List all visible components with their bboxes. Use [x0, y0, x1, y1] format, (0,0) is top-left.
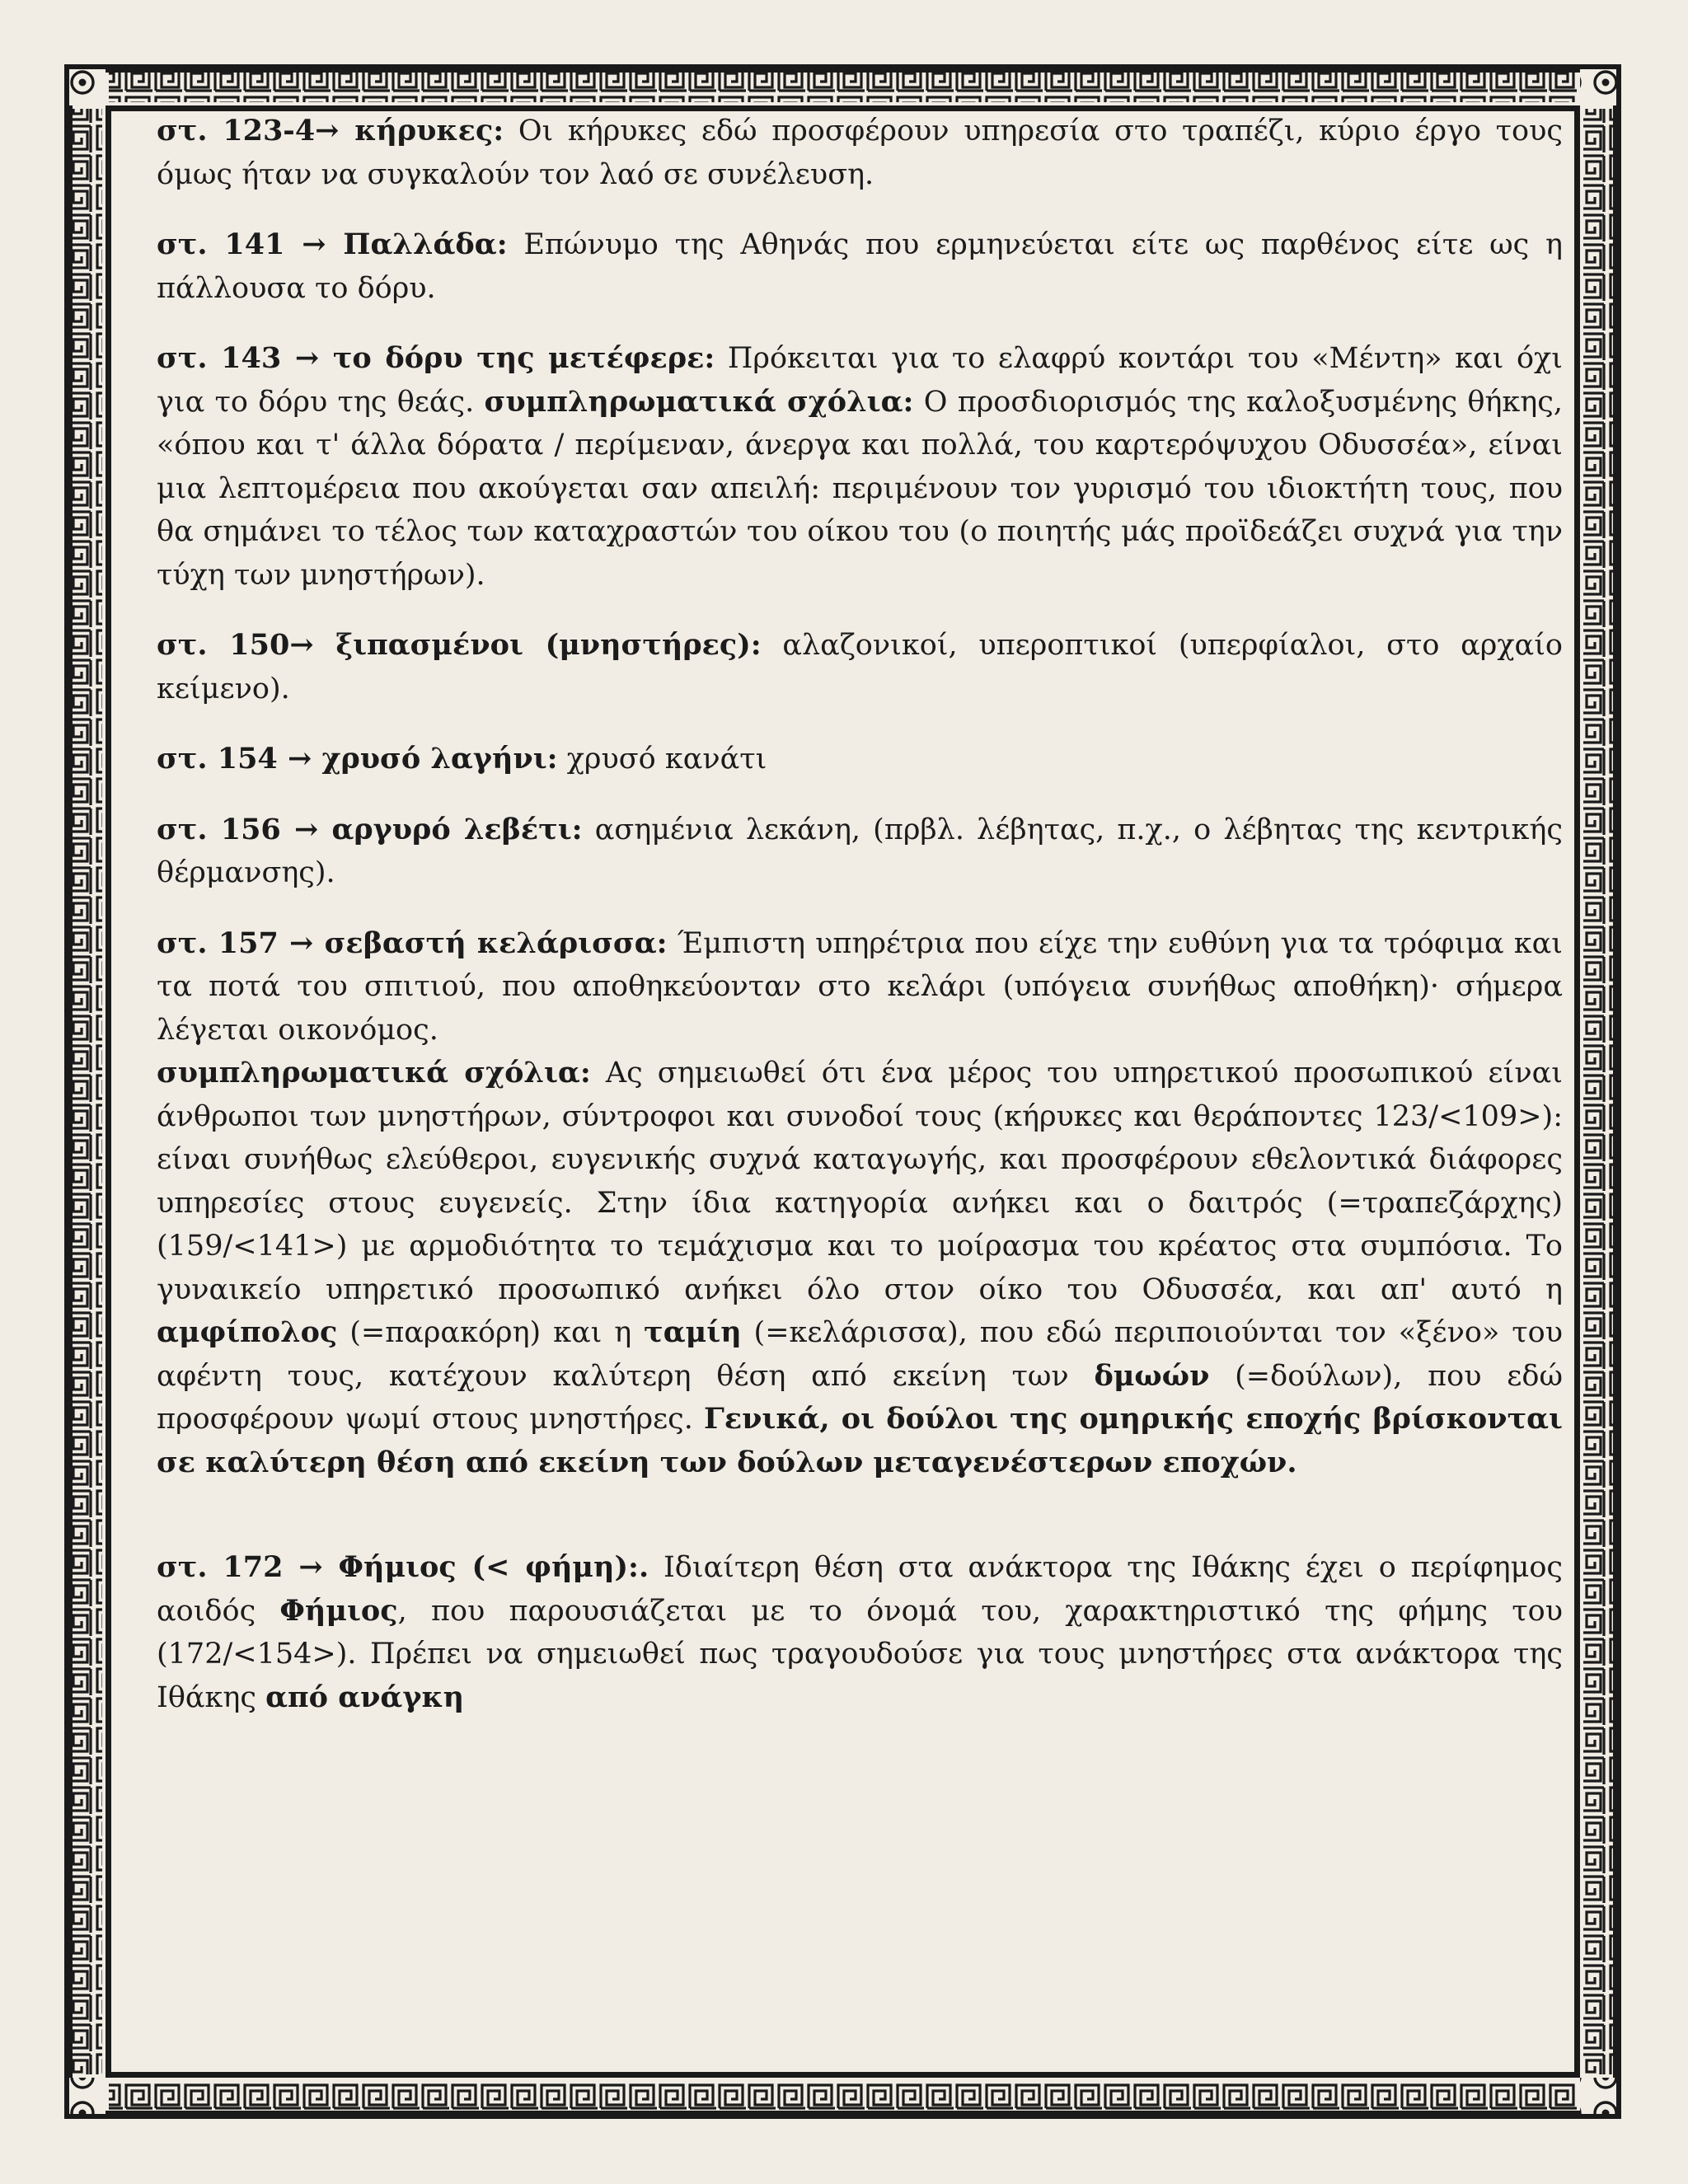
text: Έμπιστη υπηρέτρια που είχε την ευθύνη για τα τρόφιμα και τα ποτά του σπιτιού, που αποθηκεύονταν στο κελάρι (υπόγεια συνήθως αποθήκη)· σήμερα λέγεται οικονόμος. [157, 926, 1563, 1047]
text: Πρόκειται για το ελαφρύ κοντάρι του «Μέντη» και όχι για το δόρυ της θεάς. [157, 342, 1563, 419]
bold-text: αμφίπολος [157, 1315, 338, 1349]
note-paragraph [157, 337, 1563, 597]
text: (=κελάρισσα), που εδώ περιποιούνται τον «ξένο» του αφέντη τους, κατέχουν καλύτερη θέση από εκείνη των [157, 1316, 1563, 1393]
bold-text: στ. 156 → αργυρό λεβέτι: [157, 812, 583, 846]
text: (=δούλων), που εδώ προσφέρουν ψωμί στους μνηστήρες. [157, 1359, 1563, 1436]
text: Ο προσδιορισμός της καλοξυσμένης θήκης, «όπου και τ' άλλα δόρατα / περίμεναν, άνεργα και πολλά, του καρτερόψυχου Οδυσσέα», είναι μια λεπτομέρεια που ακούγεται σαν απειλή: περιμένουν τον γυρισμό του ιδιοκτήτη τους, που θα σημάνει το τέλος των καταχραστών του οίκου του (ο ποιητής μάς προϊδεάζει συχνά για την τύχη των μνηστήρων). [157, 385, 1563, 592]
bold-text: συμπληρωματικά σχόλια: [157, 1056, 591, 1090]
note-paragraph [157, 223, 1563, 310]
bold-text: ταμίη [644, 1315, 742, 1349]
bold-text: στ. 141 → Παλλάδα: [157, 227, 508, 261]
text: ασημένια λεκάνη, (πρβλ. λέβητας, π.χ., ο λέβητας της κεντρικής θέρμανσης). [157, 813, 1563, 889]
text: αλαζονικοί, υπεροπτικοί (υπερφίαλοι, στο αρχαίο κείμενο). [157, 629, 1563, 705]
bold-text: στ. 154 → χρυσό λαγήνι: [157, 742, 558, 776]
text: Ιδιαίτερη θέση στα ανάκτορα της Ιθάκης έχει ο περίφημος αοιδός [157, 1551, 1563, 1628]
bold-text: από ανάγκη [265, 1680, 465, 1714]
text: , που παρουσιάζεται με το όνομά του, χαρακτηριστικό της φήμης του (172/<154>). Πρέπει να σημειωθεί πως τραγουδούσε για τους μνηστήρες στα ανάκτορα της Ιθάκης [157, 1594, 1563, 1714]
note-paragraph [157, 738, 1563, 781]
text: (=παρακόρη) και η [337, 1316, 645, 1349]
bold-text: στ. 157 → σεβαστή κελάρισσα: [157, 926, 668, 960]
note-paragraph [157, 1052, 1563, 1484]
bold-text: στ. 172 → Φήμιος (< φήμη):. [157, 1550, 649, 1584]
bold-text: στ. 150→ ξιπασμένοι (μνηστήρες): [157, 628, 762, 662]
note-paragraph [157, 808, 1563, 895]
note-paragraph [157, 922, 1563, 1052]
bold-text: Γενικά, οι δούλοι της ομηρικής εποχής βρίσκονται σε καλύτερη θέση από εκείνη των δούλων μεταγενέστερων εποχών. [157, 1402, 1563, 1479]
bold-text: στ. 123-4→ κήρυκες: [157, 114, 504, 148]
note-paragraph [157, 624, 1563, 710]
bold-text: συμπληρωματικά σχόλια: [484, 384, 914, 419]
text: χρυσό κανάτι [557, 743, 767, 776]
note-paragraph [157, 110, 1563, 196]
text: Ας σημειωθεί ότι ένα μέρος του υπηρετικού προσωπικού είναι άνθρωποι των μνηστήρων, σύντροφοι και συνοδοί τους (κήρυκες και θεράποντες 123/<109>): είναι συνήθως ελεύθεροι, ευγενικής συχνά καταγωγής, και προσφέρουν εθελοντικά διάφορες υπηρεσίες στους ευγενείς. Στην ίδια κατηγορία ανήκει και ο δαιτρός (=τραπεζάρχης) (159/<141>) με αρμοδιότητα το τεμάχισμα και το μοίρασμα του κρέατος στα συμπόσια. Το γυναικείο υπηρετικό προσωπικό ανήκει όλο στον οίκο του Οδυσσέα, και απ' αυτό η [157, 1057, 1563, 1306]
bold-text: στ. 143 → το δόρυ της μετέφερε: [157, 341, 715, 375]
bold-text: δμωών [1094, 1358, 1210, 1393]
text: Οι κήρυκες εδώ προσφέρουν υπηρεσία στο τραπέζι, κύριο έργο τους όμως ήταν να συγκαλούν τον λαό σε συνέλευση. [157, 115, 1563, 191]
text: Επώνυμο της Αθηνάς που ερμηνεύεται είτε ως παρθένος είτε ως η πάλλουσα το δόρυ. [157, 228, 1563, 305]
bold-text: Φήμιος [279, 1593, 398, 1628]
note-paragraph [157, 1546, 1563, 1719]
notes-body [157, 110, 1563, 1746]
